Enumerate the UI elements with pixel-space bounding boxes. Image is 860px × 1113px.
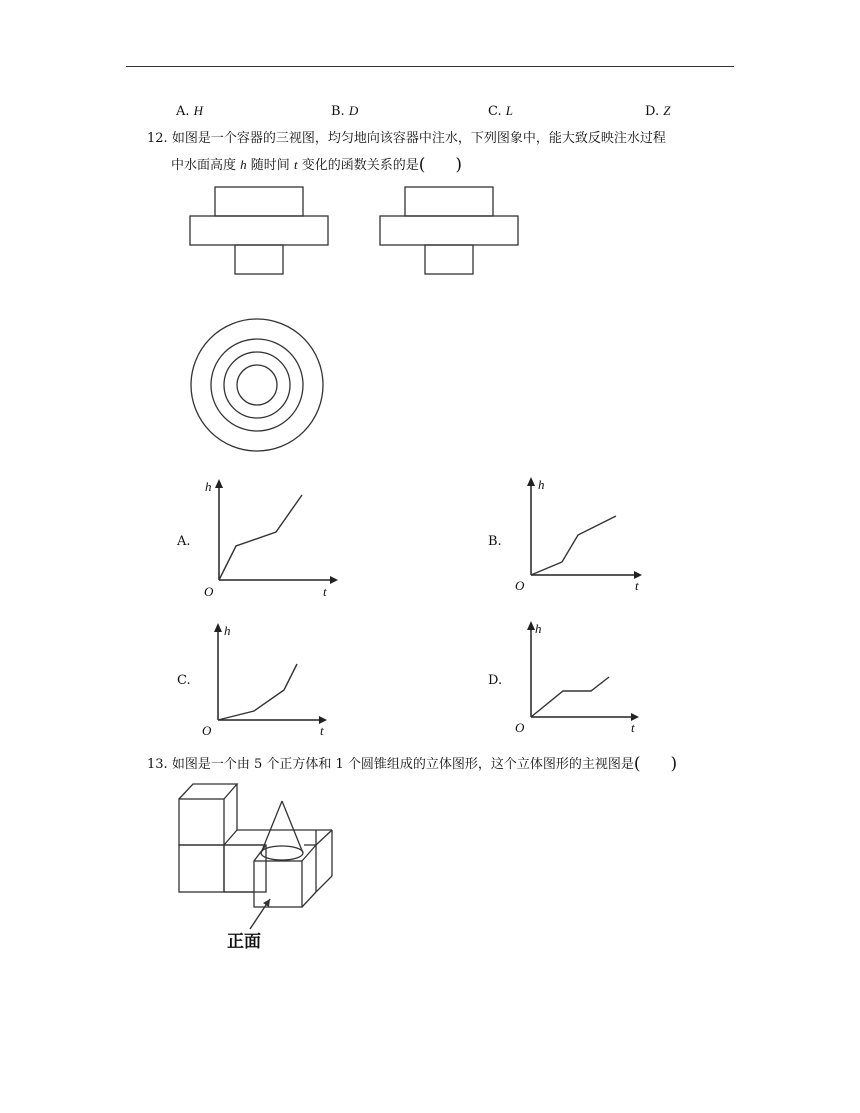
graph-c-curve xyxy=(218,664,297,720)
solid-figure-diagram xyxy=(174,781,354,956)
q12-option-b-label[interactable]: B. xyxy=(488,534,502,549)
y-axis-arrow xyxy=(527,621,535,630)
y-axis-arrow xyxy=(215,479,223,488)
axis-t-label: t xyxy=(320,723,324,738)
origin-label: O xyxy=(204,584,214,599)
graph-d-curve xyxy=(531,677,609,717)
axis-h-label: h xyxy=(224,623,231,638)
graph-b[interactable] xyxy=(512,474,652,599)
q11-option-c[interactable]: C. L xyxy=(488,103,513,119)
front-view-diagram xyxy=(188,186,330,276)
top-view-diagram xyxy=(189,318,325,454)
origin-label: O xyxy=(515,578,525,593)
graph-a-curve xyxy=(219,495,302,580)
y-axis-arrow xyxy=(214,623,222,632)
y-axis-arrow xyxy=(527,477,535,486)
q13-stem: 13. 如图是一个由 5 个正方体和 1 个圆锥组成的立体图形，这个立体图形的主视图是( ) xyxy=(147,754,678,774)
q12-option-c-label[interactable]: C. xyxy=(177,673,191,688)
q11-option-a[interactable]: A. H xyxy=(176,103,204,119)
graph-c[interactable] xyxy=(199,618,339,743)
q11-option-d[interactable]: D. Z xyxy=(645,103,671,119)
q12-option-d-label[interactable]: D. xyxy=(488,673,503,688)
q12-stem-line2: 中水面高度 h 随时间 t 变化的函数关系的是( ) xyxy=(171,155,463,175)
graph-b-curve xyxy=(531,516,616,575)
q12-option-a-label[interactable]: A. xyxy=(177,534,191,549)
axis-h-label: h xyxy=(535,621,542,636)
side-view-diagram xyxy=(378,186,520,276)
q11-option-b[interactable]: B. D xyxy=(331,103,359,119)
axis-t-label: t xyxy=(323,584,327,599)
origin-label: O xyxy=(515,720,525,735)
axis-t-label: t xyxy=(631,720,635,735)
header-rule xyxy=(126,66,734,67)
front-arrow-head xyxy=(263,899,270,907)
front-label: 正面 xyxy=(227,932,261,952)
graph-a[interactable] xyxy=(200,474,340,599)
graph-d[interactable] xyxy=(513,618,653,743)
x-axis-arrow xyxy=(330,576,338,584)
axis-t-label: t xyxy=(635,578,639,593)
axis-h-label: h xyxy=(205,479,212,494)
origin-label: O xyxy=(202,723,212,738)
q12-stem-line1: 12. 如图是一个容器的三视图，均匀地向该容器中注水，下列图象中，能大致反映注水过程 xyxy=(147,131,666,146)
axis-h-label: h xyxy=(538,477,545,492)
